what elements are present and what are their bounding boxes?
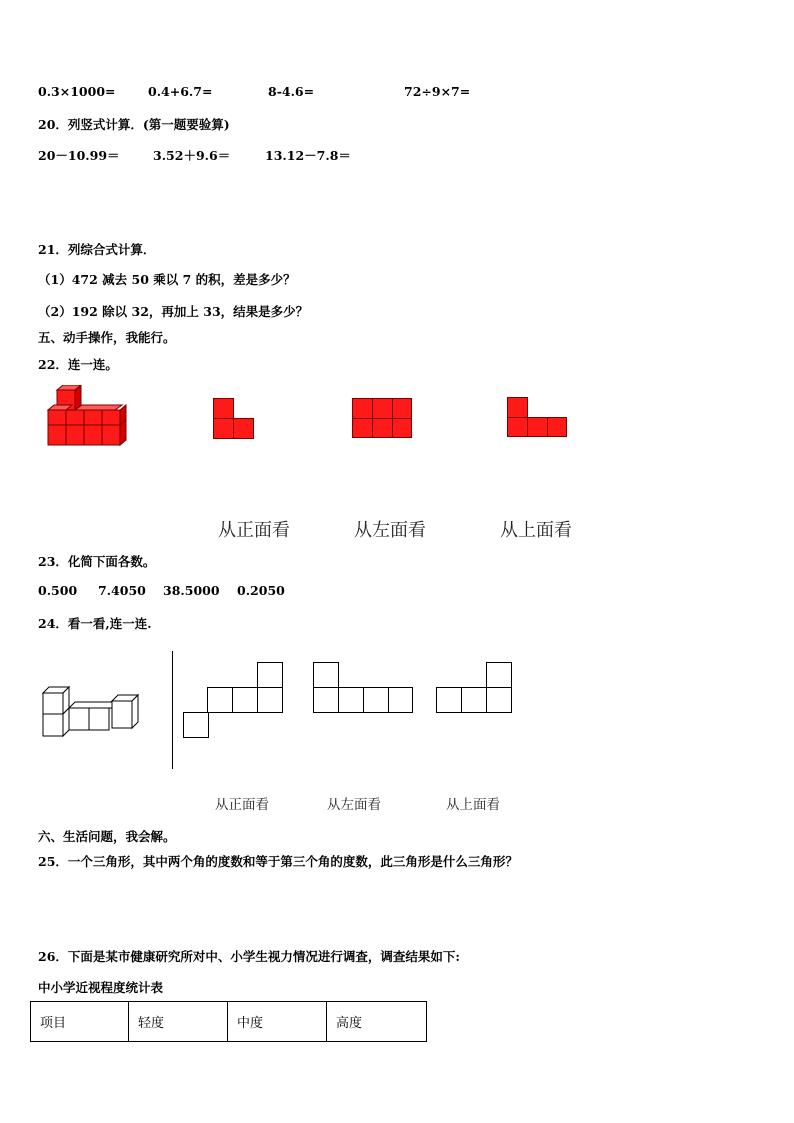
section5-heading: 五、动手操作，我能行。	[38, 330, 176, 345]
q21-item-1: （1）472 减去 50 乘以 7 的积，差是多少？	[38, 272, 296, 287]
calc-item-2: 0.4+6.7=	[148, 84, 213, 99]
q21-item-2: （2）192 除以 32，再加上 33，结果是多少？	[38, 304, 309, 319]
table-header-cell: 项目	[31, 1002, 129, 1042]
q23-number-3: 38.5000	[163, 583, 220, 598]
q25-title: 25．一个三角形，其中两个角的度数和等于第三个角的度数，此三角形是什么三角形？	[38, 854, 518, 869]
calc-item-3: 8-4.6=	[268, 84, 315, 99]
q26-title: 26．下面是某市健康研究所对中、小学生视力情况进行调查，调查结果如下:	[38, 949, 461, 964]
q24-view-label-left: 从左面看	[327, 797, 381, 813]
q22-view-label-top: 从上面看	[500, 520, 572, 541]
calc-item-4: 72÷9×7=	[404, 84, 471, 99]
q20-item-3: 13.12－7.8＝	[265, 148, 351, 163]
table-header-cell: 高度	[327, 1002, 427, 1042]
q24-title: 24．看一看,连一连.	[38, 616, 152, 631]
q22-view-label-left: 从左面看	[354, 520, 426, 541]
myopia-stat-table	[30, 1001, 427, 1042]
q20-item-1: 20－10.99＝	[38, 148, 120, 163]
q24-view-label-front: 从正面看	[215, 797, 269, 813]
divider-line	[172, 651, 173, 769]
q23-number-2: 7.4050	[98, 583, 146, 598]
q22-title: 22．连一连。	[38, 357, 118, 372]
q20-title: 20．列竖式计算．(第一题要验算)	[38, 117, 230, 132]
q23-title: 23．化简下面各数。	[38, 554, 156, 569]
q21-title: 21．列综合式计算．	[38, 242, 156, 257]
q23-number-4: 0.2050	[237, 583, 285, 598]
table-header-cell: 中度	[228, 1002, 327, 1042]
calc-item-1: 0.3×1000=	[38, 84, 116, 99]
q22-view-label-front: 从正面看	[218, 520, 290, 541]
table-header-cell: 轻度	[129, 1002, 228, 1042]
q20-item-2: 3.52＋9.6＝	[153, 148, 231, 163]
table-row	[31, 1002, 427, 1042]
section6-heading: 六、生活问题，我会解。	[38, 829, 176, 844]
q24-view-label-top: 从上面看	[446, 797, 500, 813]
q26-table-title: 中小学近视程度统计表	[38, 980, 164, 995]
q23-number-1: 0.500	[38, 583, 78, 598]
